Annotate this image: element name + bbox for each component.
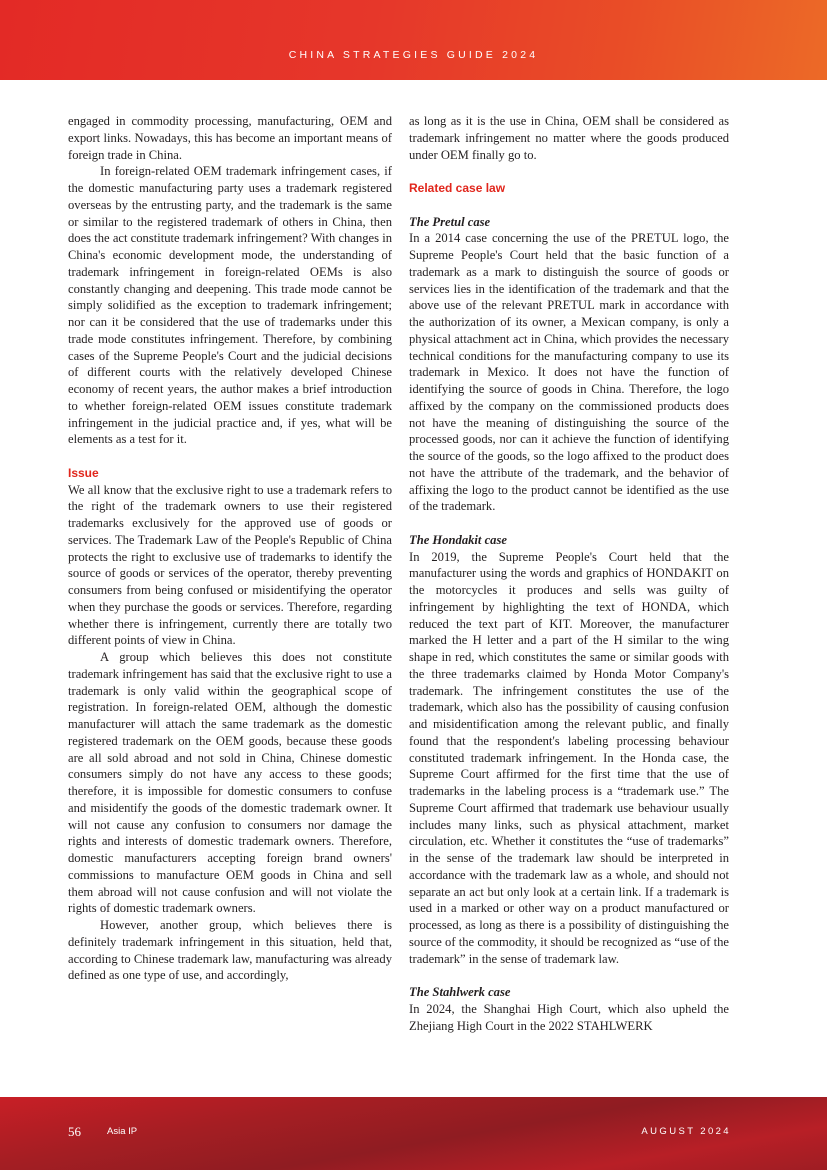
left-column (68, 113, 392, 984)
paragraph: In foreign-related OEM trademark infringement cases, if the domestic manufacturing party uses a trademark registered overseas by the entrusting party, and the trademark is the same or similar to the registered trademark of others in China, then does the act constitute trademark infringement? With changes in China's economic development mode, the understanding of trademark infringement in foreign-related OEMs is also constantly changing and deepening. This trade mode cannot be simply solidified as the exception to trademark infringement; nor can it be considered that the use of trademarks under this trade mode constitutes infringement. Therefore, by combining cases of the Supreme People's Court and the judicial decisions of different courts with the relatively developed Chinese economy of recent years, the author makes a brief introduction to whether foreign-related OEM issues constitute trademark infringement in the judicial practice and, if yes, what will be elements as a test for it. (68, 164, 392, 447)
paragraph: engaged in commodity processing, manufacturing, OEM and export links. Nowadays, this has become an important means of foreign trade in China. (68, 114, 392, 162)
paragraph: In 2024, the Shanghai High Court, which also upheld the Zhejiang High Court in the 2022 STAHLWERK (409, 1001, 729, 1033)
issue-date: AUGUST 2024 (641, 1126, 731, 1137)
right-column (409, 113, 729, 1034)
paragraph: In a 2014 case concerning the use of the PRETUL logo, the Supreme People's Court held that the basic function of a trademark as a mark to distinguish the source of goods or services lies in the identification of the trademark and that the above use of the relevant PRETUL mark in accordance with the authorization of its owner, a Mexican company, is only a physical attachment act in China, which provides the necessary technical conditions for the manufacturing company to use its trademark in Mexico. It does not have the function of identifying the source of goods in China. Therefore, the logo affixed by the company on the commissioned products does not have the meaning of distinguishing the source of the processed goods, nor can it achieve the function of identifying the source of the goods, so the logo affixed to the product does not have the attribute of the trademark, and the behavior of affixing the logo to the product cannot be identified as the use of the trademark. (409, 231, 729, 514)
case-heading-pretul: The Pretul case (409, 214, 491, 229)
paragraph: However, another group, which believes there is definitely trademark infringement in this situation, held that, according to Chinese trademark law, manufacturing was already defined as one type of use, and accordingly, (68, 918, 392, 983)
paragraph: as long as it is the use in China, OEM shall be considered as trademark infringement no matter where the goods produced under OEM finally go to. (409, 114, 729, 162)
header-banner (0, 0, 827, 80)
paragraph: In 2019, the Supreme People's Court held that the manufacturer using the words and graphics of HONDAKIT on the motorcycles it produces and sells was guilty of infringement by highlighting the text of HONDA, which reduced the text part of KIT. Moreover, the manufacturer marked the H letter and a part of the H similar to the wing shape in red, which constitutes the same or similar goods with the three trademarks claimed by Honda Motor Company's trademark. The infringement constitutes the use of the trademark, which also has the possibility of causing confusion and misidentification among the relevant public, and finally found that the respondent's labeling processing behaviour constituted trademark infringement. In the Honda case, the Supreme Court affirmed for the first time that the use of trademarks in the labeling process is a “trademark use.” The Supreme Court affirmed that trademark use behaviour usually includes many links, such as physical attachment, market circulation, etc. Whether it constitutes the “use of trademarks” in the sense of the trademark law should be interpreted in accordance with the trademark law as a whole, and should not separate an act but only look at a certain link. If a trademark is used in a marked or other way on a product manufactured or processed, as long as there is a possibility of distinguishing the source of the commodity, it should be recognized as “use of the trademark” in the sense of trademark law. (409, 549, 729, 966)
paragraph: We all know that the exclusive right to use a trademark refers to the right of the trademark owners to use their registered trademarks exclusively for the approved use of goods or services. The Trademark Law of the People's Republic of China protects the right to exclusive use of trademarks to identify the source of goods or services of the operator, thereby preventing consumers from being confused or misidentifying the operator when they purchase the goods or services. Therefore, regarding whether there is infringement, currently there are totally two different points of view in China. (68, 482, 392, 648)
case-heading-hondakit: The Hondakit case (409, 532, 507, 547)
case-heading-stahlwerk: The Stahlwerk case (409, 985, 511, 999)
section-heading-related-case-law: Related case law (409, 181, 506, 195)
publication-name: Asia IP (107, 1126, 138, 1137)
page-number: 56 (68, 1124, 81, 1139)
publication-section-title: CHINA STRATEGIES GUIDE 2024 (288, 49, 539, 61)
paragraph: A group which believes this does not constitute trademark infringement has said that the exclusive right to use a trademark is only valid within the geographical scope of registration. In foreign-related OEM, although the domestic manufacturer will attach the same trademark as the domestic registered trademark on the OEM goods, because these goods are all sold abroad and not sold in China, Chinese domestic consumers simply do not have any access to these goods; therefore, it is impossible for domestic consumers to confuse and misidentify the goods of the domestic trademark owner. It will not cause any confusion to consumers nor damage the rights and interests of domestic trademark owners. Therefore, domestic manufacturers accepting foreign brand owners' commissions to manufacture OEM goods in China and sell them abroad will not cause confusion and will not violate the rights of domestic trademark owners. (68, 650, 392, 916)
section-heading-issue: Issue (68, 465, 99, 480)
